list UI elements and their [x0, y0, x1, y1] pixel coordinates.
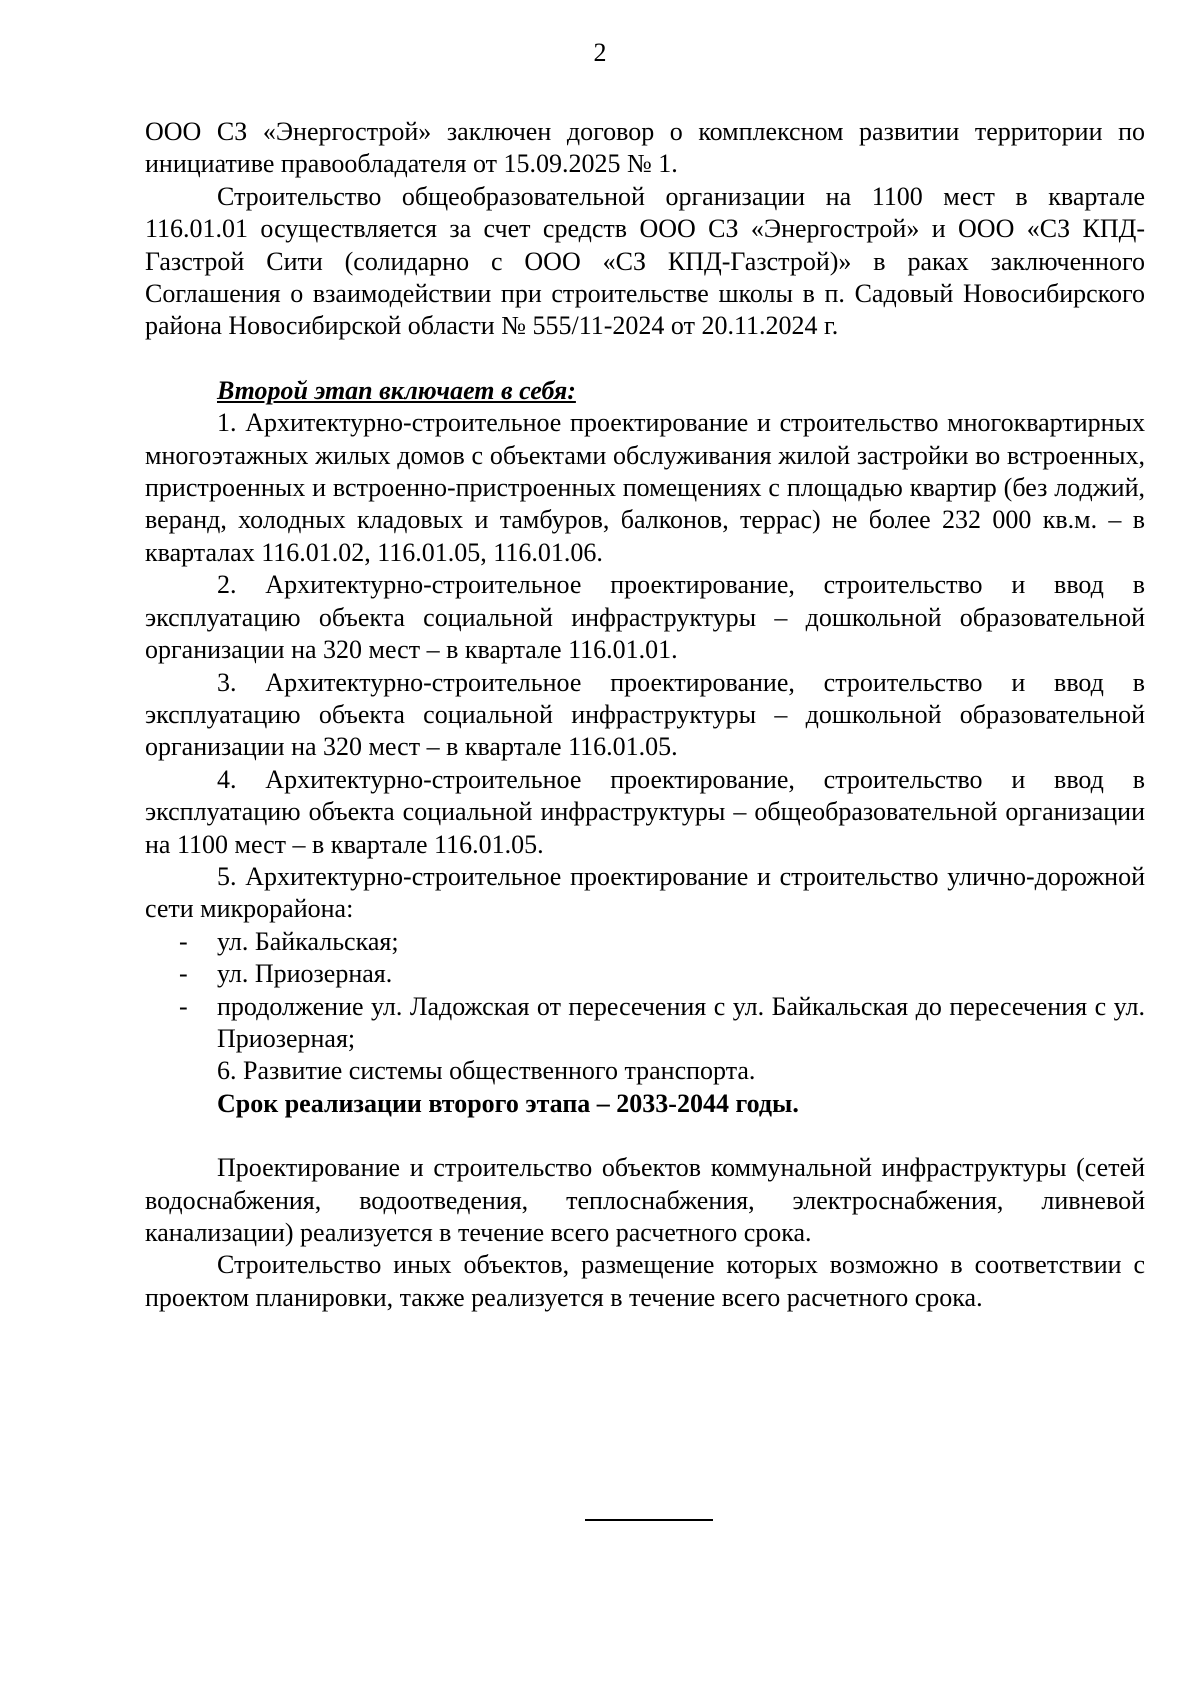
intro-paragraph-school-funding: Строительство общеобразовательной организации на 1100 мест в квартале 116.01.01 осуществляется за счет средств ООО СЗ «Энергострой» и ООО «СЗ КПД-Газстрой Сити (солидарно с ООО «СЗ КПД-Газстрой)» в раках заключенного Соглашения о взаимодействии при строительстве школы в п. Садовый Новосибирского района Новосибирской области № 555/11-2024 от 20.11.2024 г. [145, 181, 1145, 341]
street-list [145, 926, 1145, 1056]
stage-two-item-5: 5. Архитектурно-строительное проектирование и строительство улично-дорожной сети микрорайона: [145, 861, 1145, 924]
street-list-item [145, 991, 1145, 1056]
street-list-item [145, 926, 1145, 958]
paragraph-spacer [145, 343, 1145, 375]
end-of-document-rule [585, 1519, 713, 1521]
street-list-item-text: продолжение ул. Ладожская от пересечения с ул. Байкальская до пересечения с ул. Приозерная; [217, 991, 1145, 1053]
page-number: 2 [593, 38, 607, 67]
stage-two-item-4: 4. Архитектурно-строительное проектирование, строительство и ввод в эксплуатацию объекта социальной инфраструктуры – общеобразовательной организации на 1100 мест – в квартале 116.01.05. [145, 764, 1145, 859]
intro-paragraph-contract: ООО СЗ «Энергострой» заключен договор о комплексном развитии территории по инициативе правообладателя от 15.09.2025 № 1. [145, 117, 1145, 179]
paragraph-spacer [145, 1120, 1145, 1152]
list-dash: - [179, 991, 188, 1021]
street-list-item [145, 958, 1145, 990]
list-dash: - [179, 926, 188, 956]
list-dash: - [179, 959, 188, 989]
stage-two-item-3: 3. Архитектурно-строительное проектирование, строительство и ввод в эксплуатацию объекта социальной инфраструктуры – дошкольной образовательной организации на 320 мест – в квартале 116.01.05. [145, 667, 1145, 762]
stage-two-term: Срок реализации второго этапа – 2033-2044 годы. [217, 1088, 799, 1118]
document-body [145, 116, 1145, 1314]
street-list-item-text: ул. Приозерная. [217, 959, 393, 989]
stage-two-heading: Второй этап включает в себя: [217, 375, 576, 405]
closing-paragraph-other-objects: Строительство иных объектов, размещение которых возможно в соответствии с проектом планировки, также реализуется в течение всего расчетного срока. [145, 1250, 1145, 1312]
street-list-item-text: ул. Байкальская; [217, 926, 399, 956]
stage-two-item-1: 1. Архитектурно-строительное проектирование и строительство многоквартирных многоэтажных жилых домов с объектами обслуживания жилой застройки во встроенных, пристроенных и встроенно-пристроенных помещениях с площадью квартир (без лоджий, веранд, холодных кладовых и тамбуров, балконов, террас) не более 232 000 кв.м. – в кварталах 116.01.02, 116.01.05, 116.01.06. [145, 408, 1145, 567]
stage-two-item-2: 2. Архитектурно-строительное проектирование, строительство и ввод в эксплуатацию объекта социальной инфраструктуры – дошкольной образовательной организации на 320 мест – в квартале 116.01.01. [145, 570, 1145, 665]
closing-paragraph-utilities: Проектирование и строительство объектов коммунальной инфраструктуры (сетей водоснабжения, водоотведения, теплоснабжения, электроснабжения, ливневой канализации) реализуется в течение всего расчетного срока. [145, 1153, 1145, 1247]
stage-two-item-6: 6. Развитие системы общественного транспорта. [217, 1056, 756, 1086]
